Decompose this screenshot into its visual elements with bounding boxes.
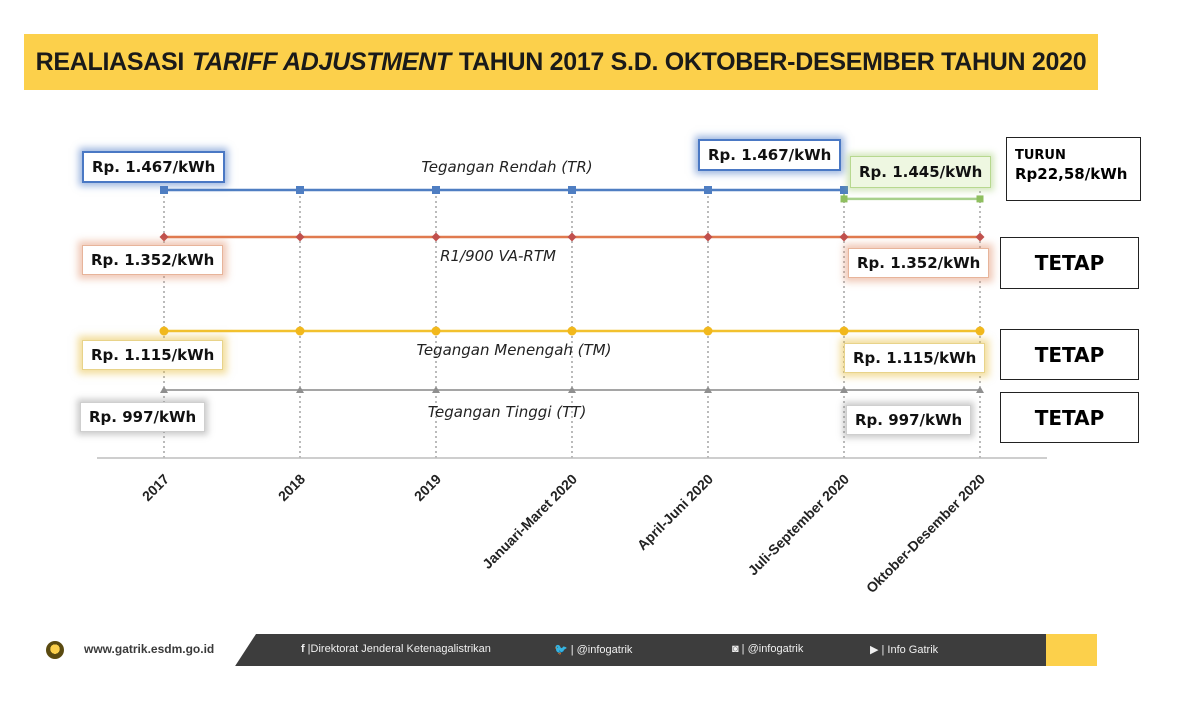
tr-end-value: Rp. 1.445/kWh [850,156,991,188]
title-part2: TARIFF ADJUSTMENT [192,47,451,76]
marker-r1-6 [976,233,985,242]
marker-tr-new-0 [841,195,848,202]
twitter-icon: 🐦 [554,644,568,656]
series-name-r1: R1/900 VA-RTM [440,247,556,265]
marker-tm-0 [160,327,169,336]
footer-site-link[interactable]: www.gatrik.esdm.go.id [84,642,215,656]
marker-r1-1 [296,233,305,242]
marker-tr-new-1 [977,195,984,202]
tr-mid-value: Rp. 1.467/kWh [698,139,841,171]
tm-start-value: Rp. 1.115/kWh [82,340,223,370]
marker-tr-5 [840,186,848,194]
x-tick-label-5: Juli-September 2020 [744,470,853,579]
tr-start-value: Rp. 1.467/kWh [82,151,225,183]
marker-tm-2 [432,327,441,336]
marker-r1-5 [840,233,849,242]
footer-accent-bar [1046,634,1097,666]
marker-tr-2 [432,186,440,194]
x-tick-label-2: 2019 [410,470,445,505]
x-tick-label-3: Januari-Maret 2020 [479,470,581,572]
footer-twitter[interactable]: 🐦 | @infogatrik [554,644,633,656]
r1-end-value: Rp. 1.352/kWh [848,248,989,278]
marker-tm-3 [568,327,577,336]
marker-r1-3 [568,233,577,242]
status-tr-value: Rp22,58/kWh [1015,165,1128,183]
esdm-logo-icon [46,641,64,659]
tm-end-value: Rp. 1.115/kWh [844,343,985,373]
footer-instagram-label: @infogatrik [747,643,804,655]
footer-youtube-label: Info Gatrik [887,644,939,656]
title-part3: TAHUN 2017 S.D. OKTOBER-DESEMBER TAHUN 2020 [458,47,1087,76]
marker-tr-0 [160,186,168,194]
x-tick-label-1: 2018 [274,470,309,505]
footer-bar [24,634,1097,666]
status-tt: TETAP [1000,392,1139,443]
tt-start-value: Rp. 997/kWh [80,402,205,432]
footer-youtube[interactable]: ▶ | Info Gatrik [870,644,939,656]
tt-end-value: Rp. 997/kWh [846,405,971,435]
marker-tr-3 [568,186,576,194]
status-tr-label: TURUN [1015,148,1066,163]
marker-r1-2 [432,233,441,242]
r1-start-value: Rp. 1.352/kWh [82,245,223,275]
marker-tr-4 [704,186,712,194]
marker-r1-4 [704,233,713,242]
x-tick-label-4: April-Juni 2020 [633,470,717,554]
marker-tm-6 [976,327,985,336]
footer-facebook[interactable]: f |Direktorat Jenderal Ketenagalistrikan [301,643,491,655]
status-r1: TETAP [1000,237,1139,289]
marker-r1-0 [160,233,169,242]
marker-tm-1 [296,327,305,336]
series-name-tr: Tegangan Rendah (TR) [421,158,593,176]
status-tm: TETAP [1000,329,1139,380]
status-tr [1006,137,1141,201]
series-name-tt: Tegangan Tinggi (TT) [427,403,587,421]
x-tick-label-0: 2017 [138,470,173,505]
x-tick-label-6: Oktober-Desember 2020 [862,470,989,597]
instagram-icon: ◙ [732,643,739,655]
series-name-tm: Tegangan Menengah (TM) [416,341,612,359]
title-part1: REALIASASI [35,47,185,76]
footer-twitter-label: @infogatrik [576,644,633,656]
marker-tr-1 [296,186,304,194]
youtube-icon: ▶ [870,644,879,656]
marker-tm-5 [840,327,849,336]
marker-tm-4 [704,327,713,336]
footer-facebook-label: Direktorat Jenderal Ketenagalistrikan [310,643,491,655]
footer-instagram[interactable]: ◙ | @infogatrik [732,643,804,655]
facebook-icon: f [301,643,305,655]
